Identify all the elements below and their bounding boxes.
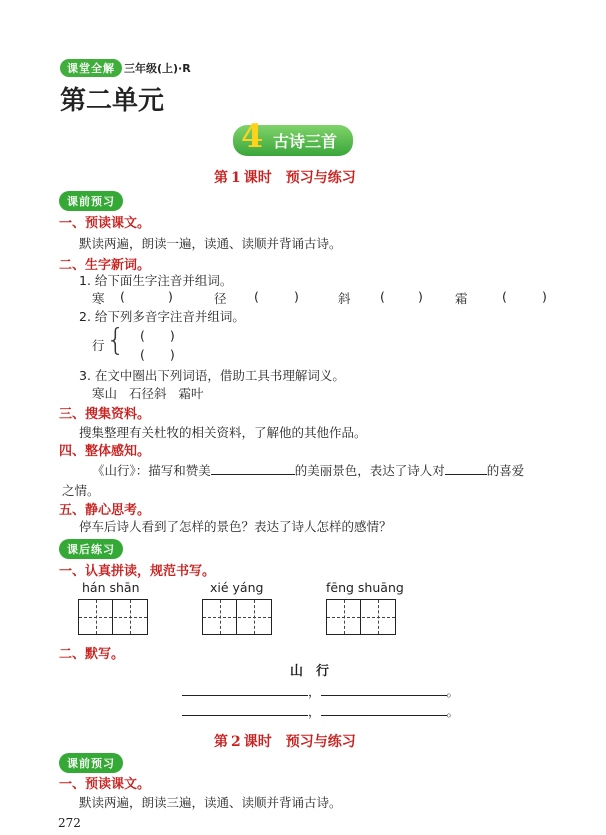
lesson-title: 古诗三首 — [273, 132, 338, 151]
page-number: 272 — [58, 816, 81, 830]
s2-q3: 3. 在文中圈出下列词语，借助工具书理解词义。 — [79, 368, 345, 383]
writing-grid[interactable] — [78, 599, 148, 635]
c2s1-heading: 一、预读课文。 — [59, 777, 151, 792]
s1-heading: 一、预读课文。 — [59, 216, 151, 231]
pinyin-2: xié yáng — [210, 580, 264, 595]
brace: { — [106, 323, 126, 358]
word-item: 霜叶 — [178, 386, 204, 401]
s4-line2: 之情。 — [62, 483, 100, 498]
s3-text: 搜集整理有关杜牧的相关资料，了解他的其他作品。 — [79, 425, 367, 440]
poem-title: 山 行 — [290, 664, 330, 679]
lesson-number: 4 — [241, 117, 264, 155]
s2-heading: 二、生字新词。 — [59, 258, 151, 273]
s2-q2: 2. 给下列多音字注音并组词。 — [79, 309, 245, 324]
pre-study-badge-2: 课前预习 — [59, 753, 123, 773]
char-item: 霜 — [455, 291, 468, 306]
writing-grid[interactable] — [202, 599, 272, 635]
class2-title: 第 2 课时 预习与练习 — [214, 734, 356, 750]
after-class-badge: 课后练习 — [59, 539, 123, 559]
series-badge: 课堂全解 — [60, 59, 122, 77]
pre-study-badge: 课前预习 — [59, 191, 123, 211]
word-item: 石径斜 — [129, 386, 167, 401]
s1-text: 默读两遍，朗读一遍，读通、读顺并背诵古诗。 — [79, 236, 342, 251]
char-item: 斜 — [338, 291, 351, 306]
word-row — [92, 384, 204, 402]
e2-heading: 二、默写。 — [59, 647, 125, 662]
char-item: 径 — [214, 291, 227, 306]
s3-heading: 三、搜集资料。 — [59, 407, 151, 422]
s2-q1: 1. 给下面生字注音并组词。 — [79, 273, 233, 288]
poly-blank-1: ( ) — [140, 328, 175, 343]
word-item: 寒山 — [92, 386, 118, 401]
s4-heading: 四、整体感知。 — [59, 444, 151, 459]
poly-blank-2: ( ) — [140, 347, 175, 362]
unit-title: 第二单元 — [60, 86, 165, 116]
pinyin-1: hán shān — [82, 580, 140, 595]
dictation-line-1[interactable]: ， 。 — [182, 682, 459, 700]
grade-label: 三年级(上)·R — [124, 62, 191, 75]
poly-char: 行 — [92, 338, 105, 353]
e1-heading: 一、认真拼读，规范书写。 — [59, 564, 216, 579]
c2s1-text: 默读两遍，朗读三遍，读通、读顺并背诵古诗。 — [79, 795, 342, 810]
lesson-tag — [233, 117, 353, 156]
dictation-line-2[interactable]: ， 。 — [182, 702, 459, 720]
writing-grid[interactable] — [326, 599, 396, 635]
char-item: 寒 — [92, 291, 105, 306]
s5-heading: 五、静心思考。 — [59, 503, 151, 518]
s5-text: 停车后诗人看到了怎样的景色？表达了诗人怎样的感情？ — [79, 519, 392, 534]
class1-title: 第 1 课时 预习与练习 — [214, 170, 356, 186]
s4-line: 《山行》：描写和赞美 的美丽景色，表达了诗人对 的喜爱 — [92, 463, 525, 478]
pinyin-3: fēng shuāng — [326, 580, 404, 595]
